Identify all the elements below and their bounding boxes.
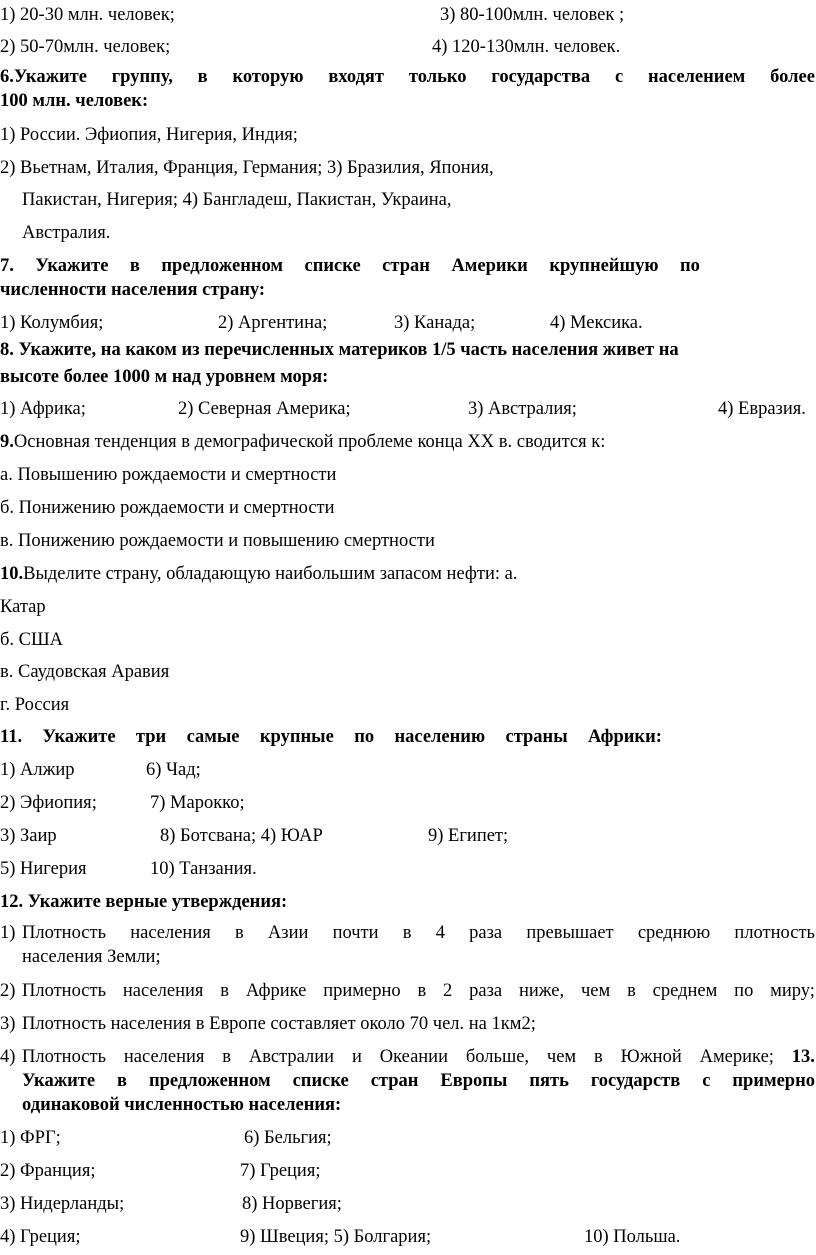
- q12-statement-4-number: 4): [0, 1047, 16, 1067]
- q6-question-line-2: 100 млн. человек:: [0, 91, 149, 111]
- q12-s2-word: в: [417, 981, 427, 1001]
- q7-line1-word: по: [679, 256, 700, 276]
- q13-option-9: 9) Швеция; 5) Болгария;: [240, 1227, 432, 1247]
- q6-line1-word: [0, 66, 87, 88]
- q6-line1-word: Укажите: [13, 67, 87, 87]
- q11-question: [0, 726, 662, 748]
- q12-s1-word: населения: [130, 923, 211, 943]
- q13-option-6: 6) Бельгия;: [244, 1128, 332, 1148]
- q11-option-6: 6) Чад;: [146, 760, 201, 780]
- q9-text: Основная тенденция в демографической проблеме конца XX в. сводится к:: [13, 432, 606, 452]
- q12-s4-word: населения: [123, 1047, 205, 1067]
- q12-s4-word: Плотность: [22, 1047, 107, 1067]
- q11-line1-word: населению: [394, 727, 486, 747]
- q12-s2-word: 2: [443, 981, 453, 1001]
- q12-s4-word: чем: [546, 1047, 577, 1067]
- q12-s1-word: 4: [435, 923, 445, 943]
- q13-option-8: 8) Норвегия;: [242, 1194, 342, 1214]
- q12-question: 12. Укажите верные утверждения:: [0, 892, 288, 912]
- q12-s2-word: по: [734, 981, 754, 1001]
- q12-s2-word: примерно: [323, 981, 401, 1001]
- q12-s2-word: среднем: [652, 981, 718, 1001]
- q11-option-10: 10) Танзания.: [150, 859, 257, 879]
- q6-answer-2: 2) Вьетнам, Италия, Франция, Германия; 3) Бразилия, Япония,: [0, 158, 494, 178]
- q13-line1-word: в: [117, 1071, 128, 1091]
- q7-option-3: 3) Канада;: [394, 313, 476, 333]
- q12-s4-word: Америке;: [699, 1047, 774, 1067]
- q7-option-1: 1) Колумбия;: [0, 313, 104, 333]
- q11-option-2: 2) Эфиопия;: [0, 793, 97, 813]
- q11-line1-word: 11.: [0, 727, 23, 747]
- q7-question-line-1: [0, 255, 700, 277]
- q12-s1-word: плотность: [734, 923, 815, 943]
- q11-line1-word: самые: [186, 727, 240, 747]
- q12-s1-word: в: [402, 923, 412, 943]
- q11-option-7: 7) Марокко;: [150, 793, 245, 813]
- q12-statement-3-number: 3): [0, 1014, 16, 1034]
- q8-option-1: 1) Африка;: [0, 399, 86, 419]
- q10-number: 10.: [0, 564, 24, 584]
- q12-s1-word: почти: [332, 923, 379, 943]
- q6-line1-word: населением: [648, 67, 746, 87]
- q13-line1-word: пять: [529, 1071, 569, 1091]
- q11-line1-word: по: [354, 727, 375, 747]
- q7-line1-word: 7.: [0, 256, 14, 276]
- q9-number: 9.: [0, 432, 14, 452]
- q11-line1-word: Африки:: [588, 727, 662, 747]
- q7-line1-word: стран: [382, 256, 430, 276]
- q11-option-9: 9) Египет;: [428, 826, 509, 846]
- q9-answer-c: в. Понижению рождаемости и повышению смертности: [0, 531, 435, 551]
- q6-answer-4: Австралия.: [22, 223, 111, 243]
- q13-option-2: 2) Франция;: [0, 1161, 96, 1181]
- q11-option-5: 5) Нигерия: [0, 859, 87, 879]
- q12-s1-word: раза: [469, 923, 503, 943]
- q13-option-1: 1) ФРГ;: [0, 1128, 61, 1148]
- q13-question-line-1: [22, 1070, 815, 1092]
- q12-statement-1-line-2: населения Земли;: [22, 947, 161, 967]
- q12-s2-word: чем: [580, 981, 611, 1001]
- q8-question-line-2: высоте более 1000 м над уровнем моря:: [0, 367, 329, 387]
- q11-option-1: 1) Алжир: [0, 760, 75, 780]
- q12-s1-word: среднюю: [637, 923, 711, 943]
- q6-line1-word: входят: [328, 67, 385, 87]
- q7-line1-word: Укажите: [35, 256, 109, 276]
- q13-line1-word: списке: [292, 1071, 349, 1091]
- q12-s2-word: раза: [469, 981, 503, 1001]
- q10-text: Выделите страну, обладающую наибольшим запасом нефти: а.: [23, 564, 518, 584]
- q10-answer-b: б. США: [0, 630, 64, 650]
- q10-answer-a: Катар: [0, 597, 46, 617]
- q8-option-3: 3) Австралия;: [468, 399, 577, 419]
- q12-statement-4: [22, 1046, 815, 1068]
- q12-s4-word: Океании: [379, 1047, 448, 1067]
- q12-s2-word: населения: [122, 981, 204, 1001]
- q13-option-3: 3) Нидерланды;: [0, 1194, 125, 1214]
- q5-option-1: 1) 20-30 млн. человек;: [0, 5, 175, 25]
- q11-line1-word: страны: [505, 727, 568, 747]
- q6-line1-word: которую: [232, 67, 304, 87]
- q7-option-4: 4) Мексика.: [550, 313, 643, 333]
- q12-statement-2-number: 2): [0, 981, 16, 1001]
- q7-line1-word: Америки: [451, 256, 528, 276]
- q12-statement-3: Плотность населения в Европе составляет около 70 чел. на 1км2;: [22, 1014, 536, 1034]
- q9-answer-a: а. Повышению рождаемости и смертности: [0, 465, 337, 485]
- q12-s2-word: в: [220, 981, 229, 1001]
- q11-option-3: 3) Заир: [0, 826, 57, 846]
- q6-question-line-1: [0, 66, 815, 88]
- q11-line1-word: три: [135, 727, 167, 747]
- q6-line1-word: с: [614, 67, 624, 87]
- q9-question: [0, 431, 605, 453]
- q8-question-line-1: 8. Укажите, на каком из перечисленных материков 1/5 часть населения живет на: [0, 340, 679, 360]
- q6-line1-word: в: [197, 67, 208, 87]
- q6-line1-word: государства: [491, 67, 591, 87]
- q7-line1-word: в: [129, 256, 140, 276]
- q12-s2-word: Плотность: [22, 981, 107, 1001]
- q13-line1-word: государств: [590, 1071, 681, 1091]
- q6-answer-1: 1) России. Эфиопия, Нигерия, Индия;: [0, 125, 298, 145]
- q13-line1-word: Укажите: [22, 1071, 96, 1091]
- q5-option-4: 4) 120-130млн. человек.: [432, 37, 621, 57]
- q13-option-7: 7) Греция;: [240, 1161, 321, 1181]
- q12-s1-word: Плотность: [22, 923, 107, 943]
- q11-option-8: 8) Ботсвана; 4) ЮАР: [160, 826, 323, 846]
- q12-statement-1-number: 1): [0, 923, 16, 943]
- q13-line1-word: предложенном: [148, 1071, 271, 1091]
- q6-line1-number: 6.: [0, 67, 14, 87]
- q12-s1-word: в: [234, 923, 244, 943]
- q13-option-10: 10) Польша.: [584, 1227, 681, 1247]
- q11-line1-word: крупные: [259, 727, 334, 747]
- q12-s4-word: Австралии: [248, 1047, 335, 1067]
- q12-s2-word: в: [627, 981, 636, 1001]
- q7-line1-word: предложенном: [161, 256, 284, 276]
- q10-answer-c: в. Саудовская Аравия: [0, 662, 170, 682]
- q7-option-2: 2) Аргентина;: [218, 313, 328, 333]
- q12-statement-1-line-1: [22, 922, 815, 944]
- q13-line1-word: примерно: [732, 1071, 815, 1091]
- q6-line1-word: только: [408, 67, 467, 87]
- q13-line1-word: с: [702, 1071, 711, 1091]
- q12-s4-word: и: [351, 1047, 362, 1067]
- q13-line1-word: стран: [370, 1071, 419, 1091]
- q7-question-line-2: численности населения страну:: [0, 280, 266, 300]
- q10-answer-d: г. Россия: [0, 695, 70, 715]
- q13-question-line-2: одинаковой численностью населения:: [22, 1095, 342, 1115]
- q5-option-3: 3) 80-100млн. человек ;: [440, 5, 625, 25]
- q7-line1-word: списке: [304, 256, 361, 276]
- q8-option-4: 4) Евразия.: [718, 399, 806, 419]
- q13-line1-word: Европы: [440, 1071, 508, 1091]
- q12-s4-word: Южной: [620, 1047, 682, 1067]
- q10-question: [0, 563, 517, 585]
- q12-s4-word: в: [222, 1047, 232, 1067]
- q6-line1-word: группу,: [111, 67, 173, 87]
- q9-answer-b: б. Понижению рождаемости и смертности: [0, 498, 335, 518]
- q12-s1-word: Азии: [267, 923, 309, 943]
- q6-line1-word: более: [770, 67, 815, 87]
- q5-option-2: 2) 50-70млн. человек;: [0, 37, 171, 57]
- q6-answer-3: Пакистан, Нигерия; 4) Бангладеш, Пакистан, Украина,: [22, 190, 452, 210]
- q12-s4-word: больше,: [465, 1047, 530, 1067]
- q12-s4-word: в: [594, 1047, 603, 1067]
- q12-s2-word: миру;: [770, 981, 815, 1001]
- q13-option-4: 4) Греция;: [0, 1227, 81, 1247]
- q12-s2-word: Африке: [245, 981, 307, 1001]
- q13-number: 13.: [791, 1047, 815, 1067]
- q7-line1-word: крупнейшую: [549, 256, 659, 276]
- q12-s2-word: ниже,: [518, 981, 565, 1001]
- q12-statement-2: [22, 980, 815, 1002]
- q11-line1-word: Укажите: [42, 727, 116, 747]
- q8-option-2: 2) Северная Америка;: [178, 399, 351, 419]
- q12-s1-word: превышает: [526, 923, 614, 943]
